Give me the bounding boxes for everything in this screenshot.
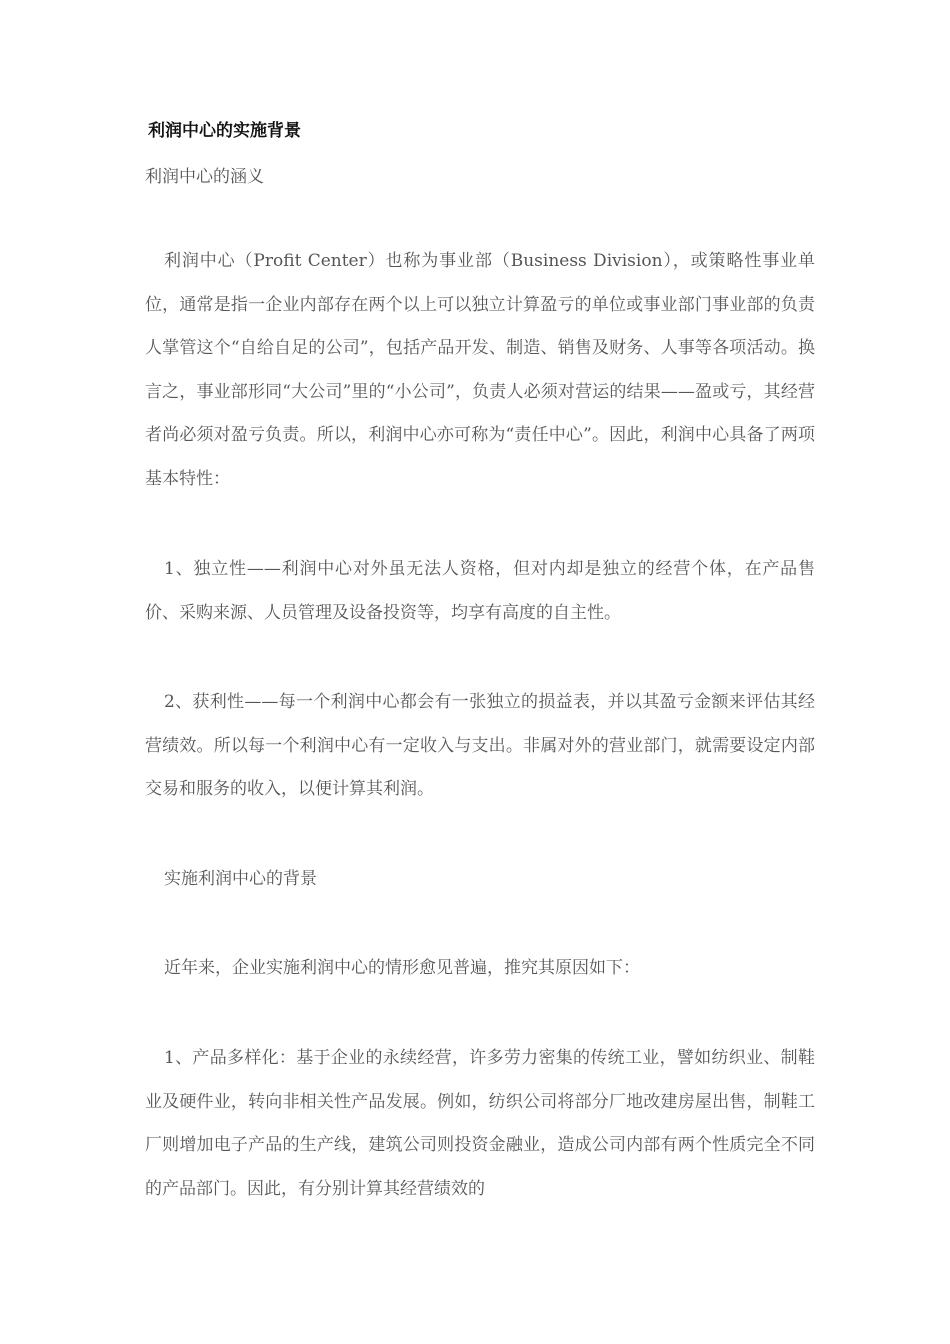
paragraph-definition: 利润中心（Profit Center）也称为事业部（Business Division），或策略性事业单位，通常是指一企业内部存在两个以上可以独立计算盈亏的单位或事业部门事业部的负责人掌管这个“自给自足的公司”，包括产品开发、制造、销售及财务、人事等各项活动。换言之，事业部形同“大公司”里的“小公司”，负责人必须对营运的结果——盈或亏，其经营者尚必须对盈亏负责。所以，利润中心亦可称为“责任中心”。因此，利润中心具备了两项基本特性： — [145, 251, 815, 489]
document-subtitle: 利润中心的涵义 — [145, 167, 264, 187]
paragraph-independence: 1、独立性——利润中心对外虽无法人资格，但对内却是独立的经营个体，在产品售价、采购来源、人员管理及设备投资等，均享有高度的自主性。 — [145, 559, 815, 623]
paragraph-reason-1: 1、产品多样化：基于企业的永续经营，许多劳力密集的传统工业，譬如纺织业、制鞋业及硬件业，转向非相关性产品发展。例如，纺织公司将部分厂地改建房屋出售，制鞋工厂则增加电子产品的生产线，建筑公司则投资金融业，造成公司内部有两个性质完全不同的产品部门。因此，有分别计算其经营绩效的 — [145, 1048, 815, 1199]
intro-sentence: 近年来，企业实施利润中心的情形愈见普遍，推究其原因如下： — [164, 958, 640, 978]
paragraph-profitability: 2、获利性——每一个利润中心都会有一张独立的损益表，并以其盈亏金额来评估其经营绩效。所以每一个利润中心有一定收入与支出。非属对外的营业部门，就需要设定内部交易和服务的收入，以便计算其利润。 — [145, 692, 815, 799]
document-title: 利润中心的实施背景 — [148, 121, 301, 141]
section-heading: 实施利润中心的背景 — [164, 869, 317, 889]
